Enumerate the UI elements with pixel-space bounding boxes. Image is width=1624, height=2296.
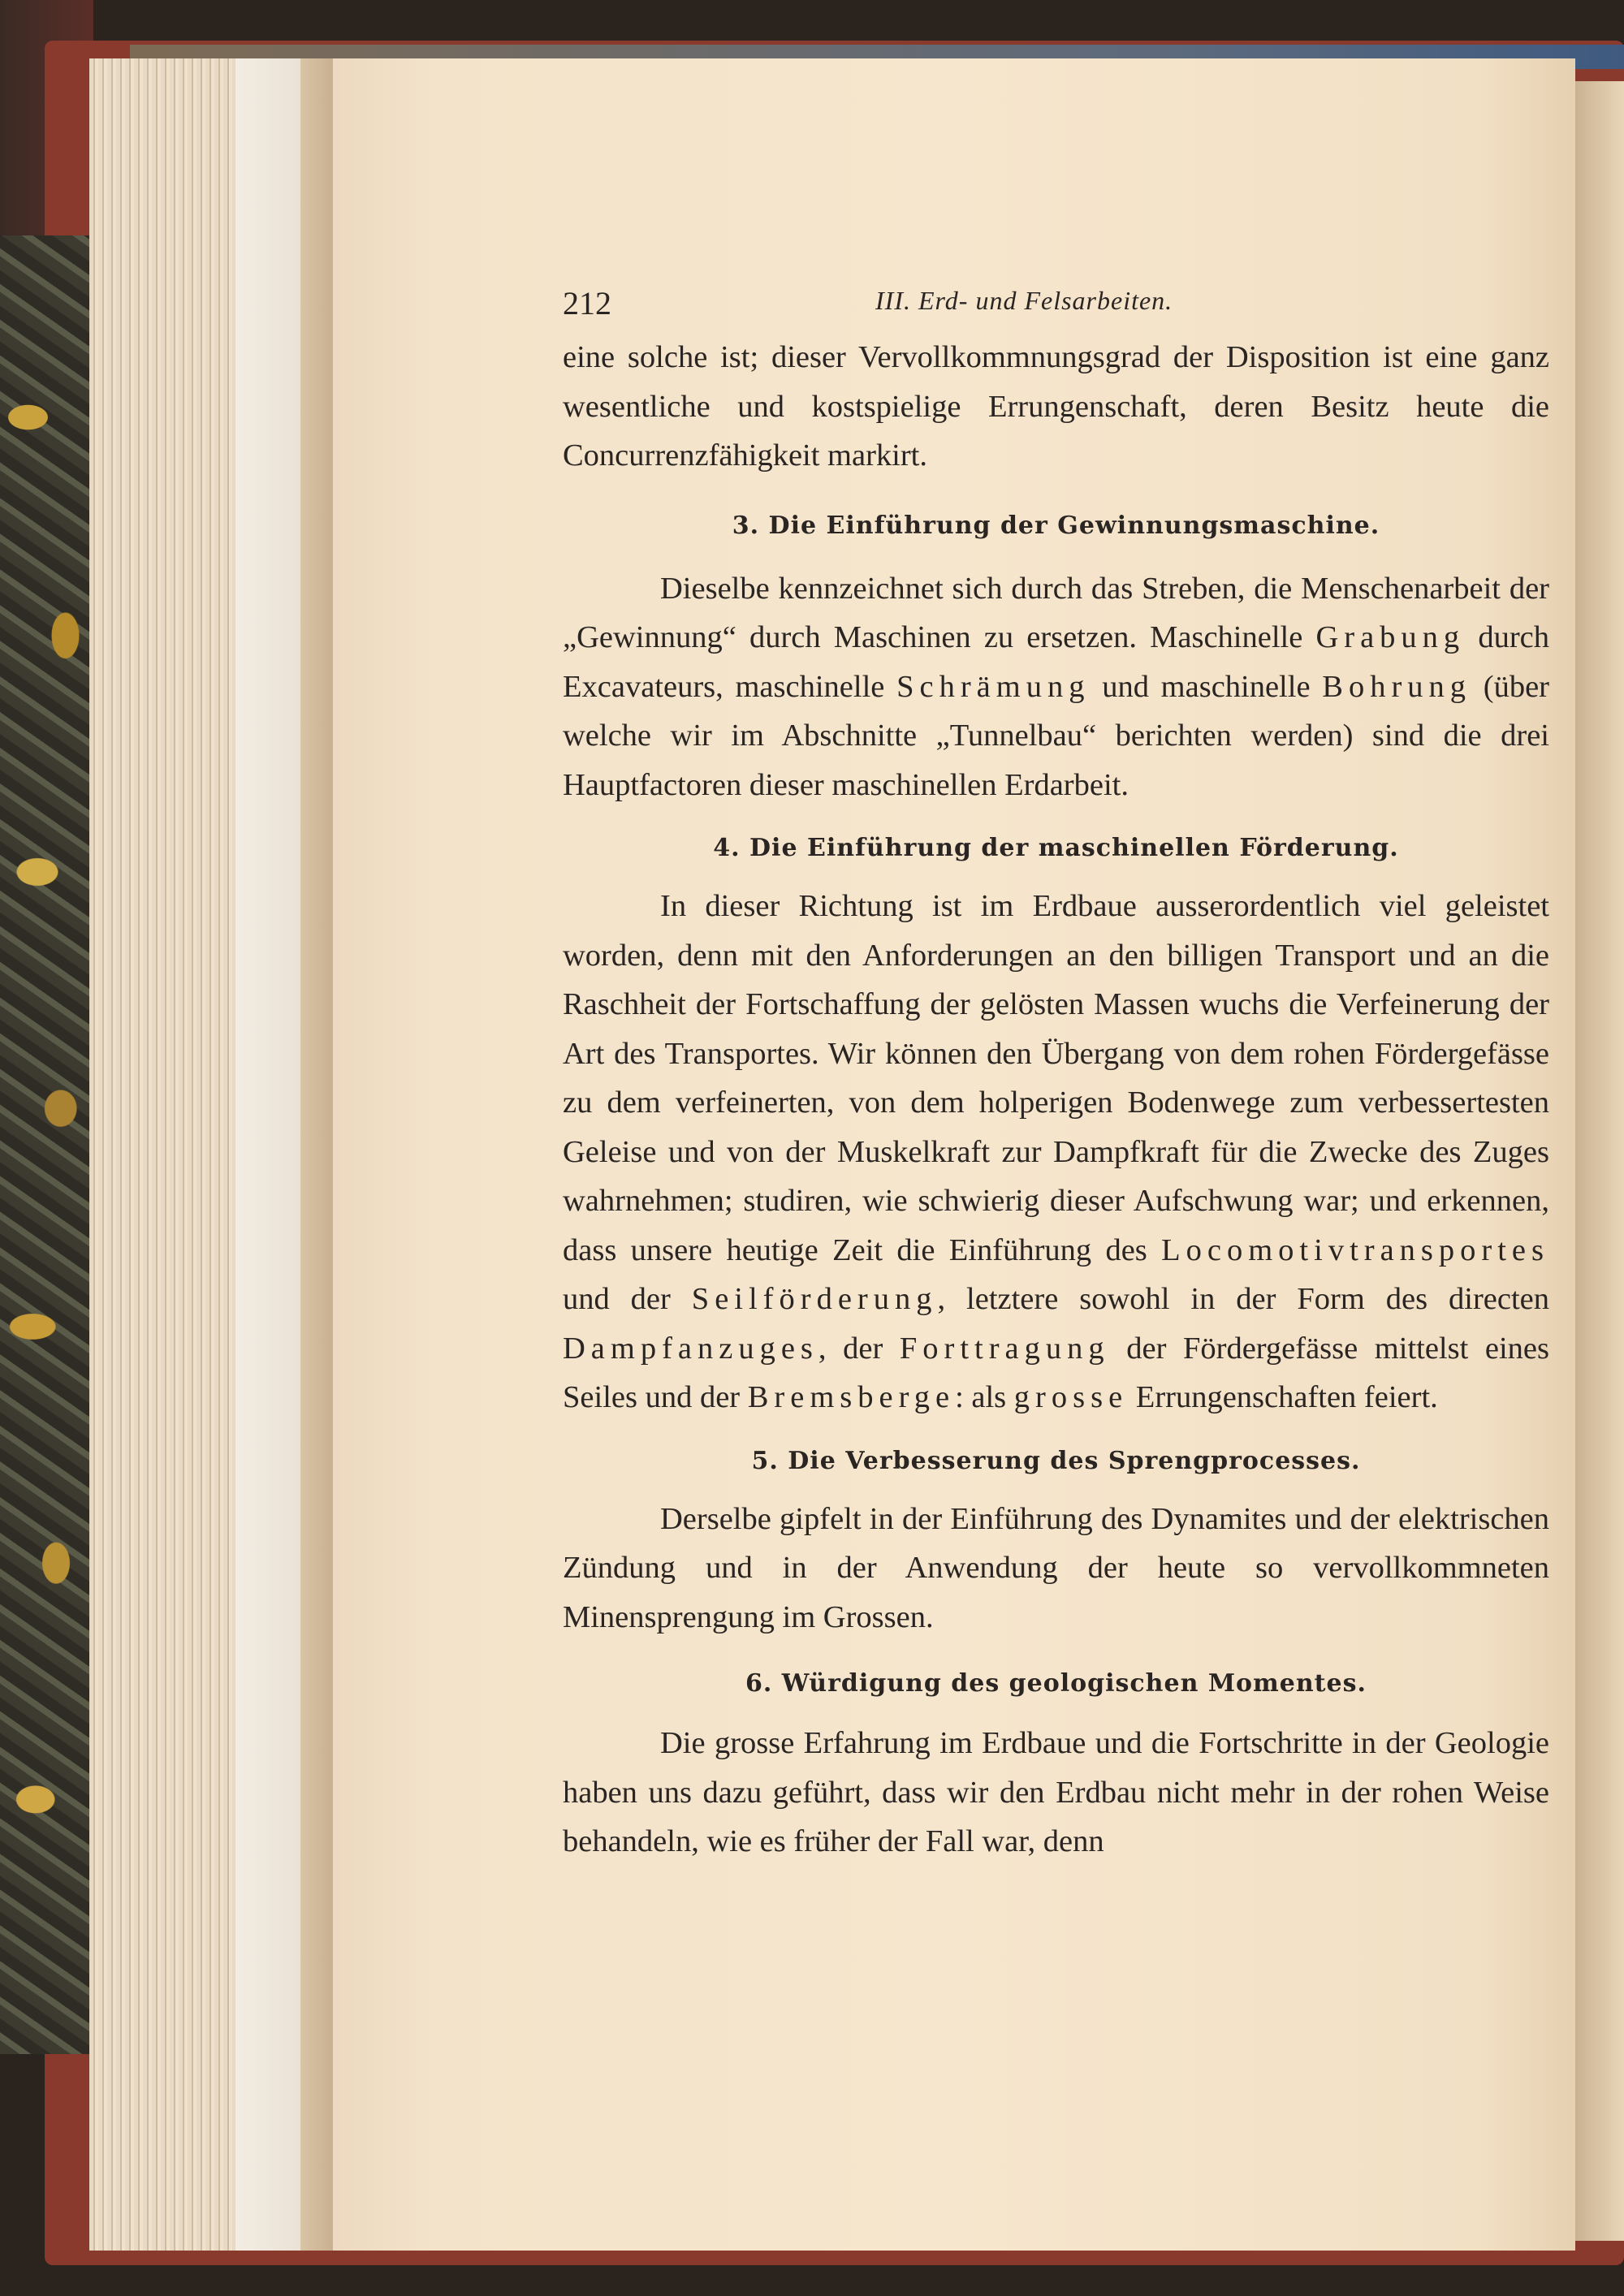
text-run: Dieselbe kennzeichnet sich durch das Streben, die Menschenarbeit der „Gewinnung“ durch Maschinen zu ersetzen. Maschinelle — [563, 571, 1549, 654]
text-run: : als — [955, 1380, 1014, 1414]
section-paragraph-5: Derselbe gipfelt in der Einführung des Dynamites und der elektrischen Zündung und in der Anwendung der heute so vervollkommneten Minensprengung im Grossen. — [563, 1501, 1549, 1634]
spaced-term: Bohrung — [1322, 669, 1472, 704]
section-paragraph-3 — [563, 564, 1549, 810]
text-run: der Fördergefässe mittelst eines Seiles und der — [563, 1331, 1549, 1414]
section-heading-3: 3. Die Einführung der Gewinnungsmaschine. — [732, 511, 1380, 540]
text-run: Errungenschaften feiert. — [1128, 1380, 1438, 1414]
text-run: , letztere sowohl in der Form des directen — [937, 1282, 1549, 1316]
spaced-term: Grabung — [1315, 620, 1466, 654]
section-heading-5: 5. Die Verbesserung des Sprengprocesses. — [751, 1446, 1361, 1475]
page-number: 212 — [563, 285, 611, 322]
text-run: In dieser Richtung ist im Erdbaue ausserordentlich viel geleistet worden, denn mit den Anforderungen an den billigen Transport und an die Raschheit der Fortschaffung der gelösten Massen wuchs die Verfeinerung der Art des Transportes. Wir können den Übergang von dem rohen Fördergefässe zu dem verfeinerten, von dem holperigen Bodenwege zum verbessertesten Geleise und von der Muskelkraft zur Dampfkraft für die Zwecke des Zuges wahrnehmen; studiren, wie schwierig dieser Aufschwung war; und erkennen, dass unsere heutige Zeit die Einführung des — [563, 889, 1549, 1267]
text-run: (über welche wir im Abschnitte „Tunnelbau“ berichten werden) sind die drei Hauptfactoren dieser maschinellen Erdarbeit. — [563, 669, 1549, 802]
spaced-term: Schrämung — [896, 669, 1091, 704]
section-paragraph-6: Die grosse Erfahrung im Erdbaue und die Fortschritte in der Geologie haben uns dazu geführt, dass wir den Erdbau nicht mehr in der rohen Weise behandeln, wie es früher der Fall war, denn — [563, 1726, 1549, 1858]
facing-page-edge — [1575, 81, 1624, 2241]
page-header — [563, 284, 1549, 333]
text-run: , der — [818, 1331, 900, 1366]
page-gutter — [300, 58, 333, 2251]
section-heading-6: 6. Würdigung des geologischen Momentes. — [745, 1669, 1367, 1698]
text-run: und maschinelle — [1090, 669, 1323, 704]
spaced-term: Bremsberge — [747, 1380, 956, 1414]
text-run: und der — [563, 1282, 692, 1316]
intro-paragraph: eine solche ist; dieser Vervollkommnungsgrad der Disposition ist eine ganz wesentliche und kostspielige Errungenschaft, deren Besitz heute die Concurrenzfähigkeit markirt. — [563, 340, 1549, 473]
section-paragraph-4 — [563, 882, 1549, 1422]
spaced-term: Seilförderung — [691, 1282, 938, 1316]
spaced-term: grosse — [1013, 1380, 1129, 1414]
page-text-block — [563, 284, 1549, 1867]
spaced-term: Dampfanzuges — [563, 1331, 818, 1366]
page-edges — [89, 58, 252, 2251]
section-heading-4: 4. Die Einführung der maschinellen Förderung. — [713, 834, 1399, 862]
text-run: durch Excavateurs, maschinelle — [563, 620, 1549, 704]
running-title: III. Erd- und Felsarbeiten. — [875, 286, 1173, 315]
spaced-term: Forttragung — [899, 1331, 1110, 1366]
spaced-term: Locomotivtransportes — [1161, 1232, 1549, 1267]
marbled-endpaper — [0, 235, 93, 2054]
